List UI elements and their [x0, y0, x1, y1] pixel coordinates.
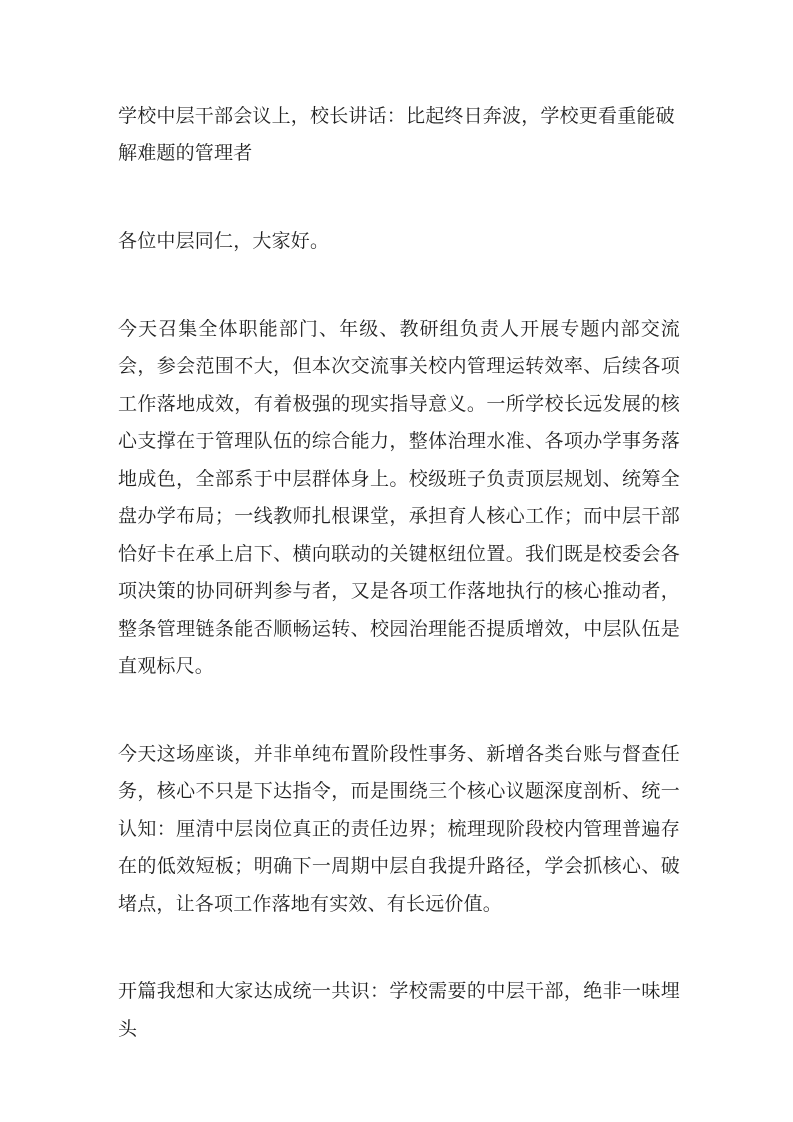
document-title: 学校中层干部会议上，校长讲话：比起终日奔波，学校更看重能破解难题的管理者	[118, 105, 675, 164]
spacer	[118, 686, 680, 736]
paragraph-2: 今天这场座谈，并非单纯布置阶段性事务、新增各类台账与督查任务，核心不只是下达指令，而是围绕三个核心议题深度剖析、统一认知：厘清中层岗位真正的责任边界；梳理现阶段校内管理普遍存在的低效短板；明确下一周期中层自我提升路径，学会抓核心、破堵点，让各项工作落地有实效、有长远价值。	[118, 742, 680, 915]
spacer	[118, 261, 680, 311]
spacer	[118, 923, 680, 973]
document-page	[118, 98, 680, 1048]
spacer	[118, 172, 680, 223]
paragraph-1: 今天召集全体职能部门、年级、教研组负责人开展专题内部交流会，参会范围不大，但本次交流事关校内管理运转效率、后续各项工作落地成效，有着极强的现实指导意义。一所学校长远发展的核心支撑在于管理队伍的综合能力，整体治理水准、各项办学事务落地成色，全部系于中层群体身上。校级班子负责顶层规划、统筹全盘办学布局；一线教师扎根课堂，承担育人核心工作；而中层干部恰好卡在承上启下、横向联动的关键枢纽位置。我们既是校委会各项决策的协同研判参与者，又是各项工作落地执行的核心推动者，整条管理链条能否顺畅运转、校园治理能否提质增效，中层队伍是直观标尺。	[118, 317, 680, 677]
paragraph-3: 开篇我想和大家达成统一共识：学校需要的中层干部，绝非一味埋头	[118, 980, 680, 1040]
greeting: 各位中层同仁，大家好。	[118, 230, 330, 252]
